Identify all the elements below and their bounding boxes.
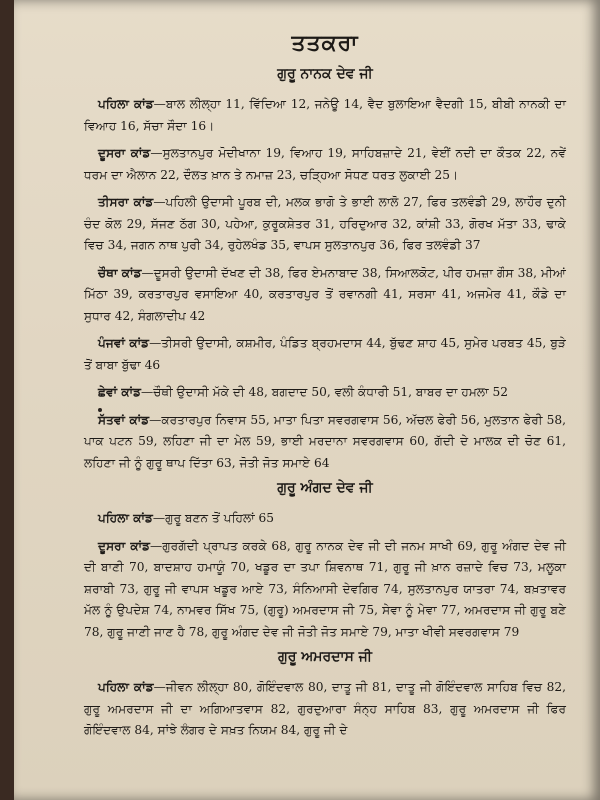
section-heading: ਗੁਰੂ ਅਮਰਦਾਸ ਜੀ [277, 649, 373, 665]
kand-topics: —ਜੀਵਨ ਲੀਲ੍ਹਾ 80, ਗੋਇੰਦਵਾਲ 80, ਦਾਤੂ ਜੀ 81, ਦਾਤੂ ਜੀ ਗੋਇੰਦਵਾਲ ਸਾਹਿਬ ਵਿਚ 82, ਗੁਰੂ ਅਮਰਦਾਸ ਜੀ ਦਾ ਅਗਿਆਤਵਾਸ 82, ਗੁਰਦੁਆਰਾ ਸੰਨ੍ਹ ਸਾਹਿਬ 83, ਗੁਰੂ ਅਮਰਦਾਸ ਜੀ ਫਿਰ ਗੋਇੰਦਵਾਲ 84, ਸਾਂਝੇ ਲੰਗਰ ਦੇ ਸਖ਼ਤ ਨਿਯਮ 84, ਗੁਰੂ ਜੀ ਦੇ [84, 680, 567, 737]
section-heading: ਗੁਰੂ ਨਾਨਕ ਦੇਵ ਜੀ [277, 66, 373, 82]
kand-topics: —ਗੁਰੂ ਬਣਨ ਤੋਂ ਪਹਿਲਾਂ 65 [152, 511, 275, 525]
toc-entry [84, 677, 566, 742]
kand-label: ਦੂਸਰਾ ਕਾਂਡ [98, 538, 151, 553]
book-page [14, 0, 600, 800]
kand-label: ਦੂਸਰਾ ਕਾਂਡ [98, 146, 151, 160]
toc-entry [84, 536, 566, 644]
toc-entry [84, 382, 566, 404]
kand-label: ਪਹਿਲਾ ਕਾਂਡ [98, 680, 154, 694]
kand-label: ਪਹਿਲਾ ਕਾਂਡ [98, 511, 153, 525]
toc-entry [84, 263, 566, 328]
toc-entry [84, 508, 566, 530]
table-of-contents [84, 30, 566, 748]
toc-entry [84, 94, 566, 137]
section-guru-amardas [84, 649, 566, 742]
section-guru-nanak [84, 66, 566, 474]
ink-dot [98, 408, 102, 412]
kand-label: ਪਹਿਲਾ ਕਾਂਡ [98, 97, 154, 111]
toc-entry [84, 333, 566, 376]
kand-label: ਸੱਤਵਾਂ ਕਾਂਡ [98, 412, 150, 427]
kand-topics: —ਪਹਿਲੀ ਉਦਾਸੀ ਪੂਰਬ ਦੀ, ਮਲਕ ਭਾਗੋ ਤੇ ਭਾਈ ਲਾਲੋ 27, ਫਿਰ ਤਲਵੰਡੀ 29, ਲਾਹੌਰ ਦੁਨੀ ਚੰਦ ਕੋਲ 29, ਸੱਜਣ ਠੱਗ 30, ਪਹੇਆ, ਕੁਰੂਕਸ਼ੇਤਰ 31, ਹਰਿਦੁਆਰ 32, ਕਾਂਸ਼ੀ 33, ਗੋਰਖ ਮੱਤਾ 33, ਢਾਕੇ ਵਿਚ 34, ਜਗਨ ਨਾਥ ਪੁਰੀ 34, ਰੁਹੇਲਖੰਡ 35, ਵਾਪਸ ਸੁਲਤਾਨਪੁਰ 36, ਫਿਰ ਤਲਵੰਡੀ 37 [84, 195, 566, 252]
section-heading: ਗੁਰੂ ਅੰਗਦ ਦੇਵ ਜੀ [277, 480, 373, 496]
kand-topics: —ਸੁਲਤਾਨਪੁਰ ਮੋਦੀਖਾਨਾ 19, ਵਿਆਹ 19, ਸਾਹਿਬਜ਼ਾਦੇ 21, ਵੇਈਂ ਨਦੀ ਦਾ ਕੌਤਕ 22, ਨਵੇਂ ਧਰਮ ਦਾ ਐਲਾਨ 22, ਦੌਲਤ ਖ਼ਾਨ ਤੇ ਨਮਾਜ਼ 23, ਚੜ੍ਹਿਆ ਸੋਧਣ ਧਰਤ ਲੁਕਾਈ 25। [84, 146, 566, 182]
toc-entry [84, 143, 566, 186]
kand-topics: —ਦੂਸਰੀ ਉਦਾਸੀ ਦੱਖਣ ਦੀ 38, ਫਿਰ ਏਮਨਾਬਾਦ 38, ਸਿਆਲਕੋਟ, ਪੀਰ ਹਮਜ਼ਾ ਗੌਸ 38, ਮੀਆਂ ਮਿੱਠਾ 39, ਕਰਤਾਰਪੁਰ ਵਸਾਇਆ 40, ਕਰਤਾਰਪੁਰ ਤੋਂ ਰਵਾਨਗੀ 41, ਸਰਸਾ 41, ਅਜਮੇਰ 41, ਕੌਡੇ ਦਾ ਸੁਧਾਰ 42, ਸੰਗਲਾਦੀਪ 42 [84, 265, 566, 323]
kand-label: ਤੀਸਰਾ ਕਾਂਡ [98, 195, 154, 209]
kand-topics: —ਬਾਲ ਲੀਲ੍ਹਾ 11, ਵਿੱਦਿਆ 12, ਜਨੇਊ 14, ਵੈਦ ਬੁਲਾਇਆ ਵੈਦਗੀ 15, ਬੀਬੀ ਨਾਨਕੀ ਦਾ ਵਿਆਹ 16, ਸੱਚਾ ਸੌਦਾ 16। [84, 97, 566, 133]
toc-entry [84, 192, 566, 257]
kand-label: ਪੰਜਵਾਂ ਕਾਂਡ [98, 336, 150, 350]
kand-topics: —ਕਰਤਾਰਪੁਰ ਨਿਵਾਸ 55, ਮਾਤਾ ਪਿਤਾ ਸਵਰਗਵਾਸ 56, ਅੱਚਲ ਫੇਰੀ 56, ਮੁਲਤਾਨ ਫੇਰੀ 58, ਪਾਕ ਪਟਨ 59, ਲਹਿਣਾ ਜੀ ਦਾ ਮੇਲ 59, ਭਾਈ ਮਰਦਾਨਾ ਸਵਰਗਵਾਸ 60, ਗੱਦੀ ਦੇ ਮਾਲਕ ਦੀ ਚੋਣ 61, ਲਹਿਣਾ ਜੀ ਨੂੰ ਗੁਰੂ ਥਾਪ ਦਿੱਤਾ 63, ਜੋਤੀ ਜੋਤ ਸਮਾਏ 64 [84, 412, 566, 470]
kand-label: ਛੇਵਾਂ ਕਾਂਡ [98, 385, 141, 399]
page-title: ਤਤਕਰਾ [291, 30, 359, 56]
kand-topics: —ਗੁਰਗੱਦੀ ਪ੍ਰਾਪਤ ਕਰਕੇ 68, ਗੁਰੂ ਨਾਨਕ ਦੇਵ ਜੀ ਦੀ ਜਨਮ ਸਾਖੀ 69, ਗੁਰੂ ਅੰਗਦ ਦੇਵ ਜੀ ਦੀ ਬਾਣੀ 70, ਬਾਦਸ਼ਾਹ ਹਮਾਯੂੰ 70, ਖਡੂਰ ਦਾ ਤਪਾ ਸ਼ਿਵਨਾਥ 71, ਗੁਰੂ ਜੀ ਖ਼ਾਨ ਰਜ਼ਾਦੇ ਵਿਚ 73, ਮਲੂਕਾ ਸ਼ਰਾਬੀ 73, ਗੁਰੂ ਜੀ ਵਾਪਸ ਖਡੂਰ ਆਏ 73, ਸੰਨਿਆਸੀ ਦੇਵਗਿਰ 74, ਸੁਲਤਾਨਪੁਰ ਯਾਤਰਾ 74, ਬਖ਼ਤਾਵਰ ਮੱਲ ਨੂੰ ਉਪਦੇਸ਼ 74, ਨਾਮਵਰ ਸਿੱਖ 75, (ਗੁਰੂ) ਅਮਰਦਾਸ ਜੀ 75, ਸੇਵਾ ਨੂੰ ਮੇਵਾ 77, ਅਮਰਦਾਸ ਜੀ ਗੁਰੂ ਬਣੇ 78, ਗੁਰੂ ਜਾਣੀ ਜਾਣ ਹੈ 78, ਗੁਰੂ ਅੰਗਦ ਦੇਵ ਜੀ ਜੋਤੀ ਜੋਤ ਸਮਾਏ 79, ਮਾਤਾ ਖੀਵੀ ਸਵਰਗਵਾਸ 79 [84, 538, 567, 639]
kand-topics: —ਤੀਸਰੀ ਉਦਾਸੀ, ਕਸ਼ਮੀਰ, ਪੰਡਿਤ ਬ੍ਰਹਮਦਾਸ 44, ਬੁੱਢਣ ਸ਼ਾਹ 45, ਸੁਮੇਰ ਪਰਬਤ 45, ਬੁੜੇ ਤੋਂ ਬਾਬਾ ਬੁੱਢਾ 46 [84, 336, 566, 372]
section-guru-angad [84, 480, 566, 643]
kand-label: ਚੌਥਾ ਕਾਂਡ [98, 265, 142, 280]
toc-entry [84, 410, 566, 475]
kand-topics: —ਚੌਥੀ ਉਦਾਸੀ ਮੱਕੇ ਦੀ 48, ਬਗਦਾਦ 50, ਵਲੀ ਕੰਧਾਰੀ 51, ਬਾਬਰ ਦਾ ਹਮਲਾ 52 [141, 385, 509, 399]
